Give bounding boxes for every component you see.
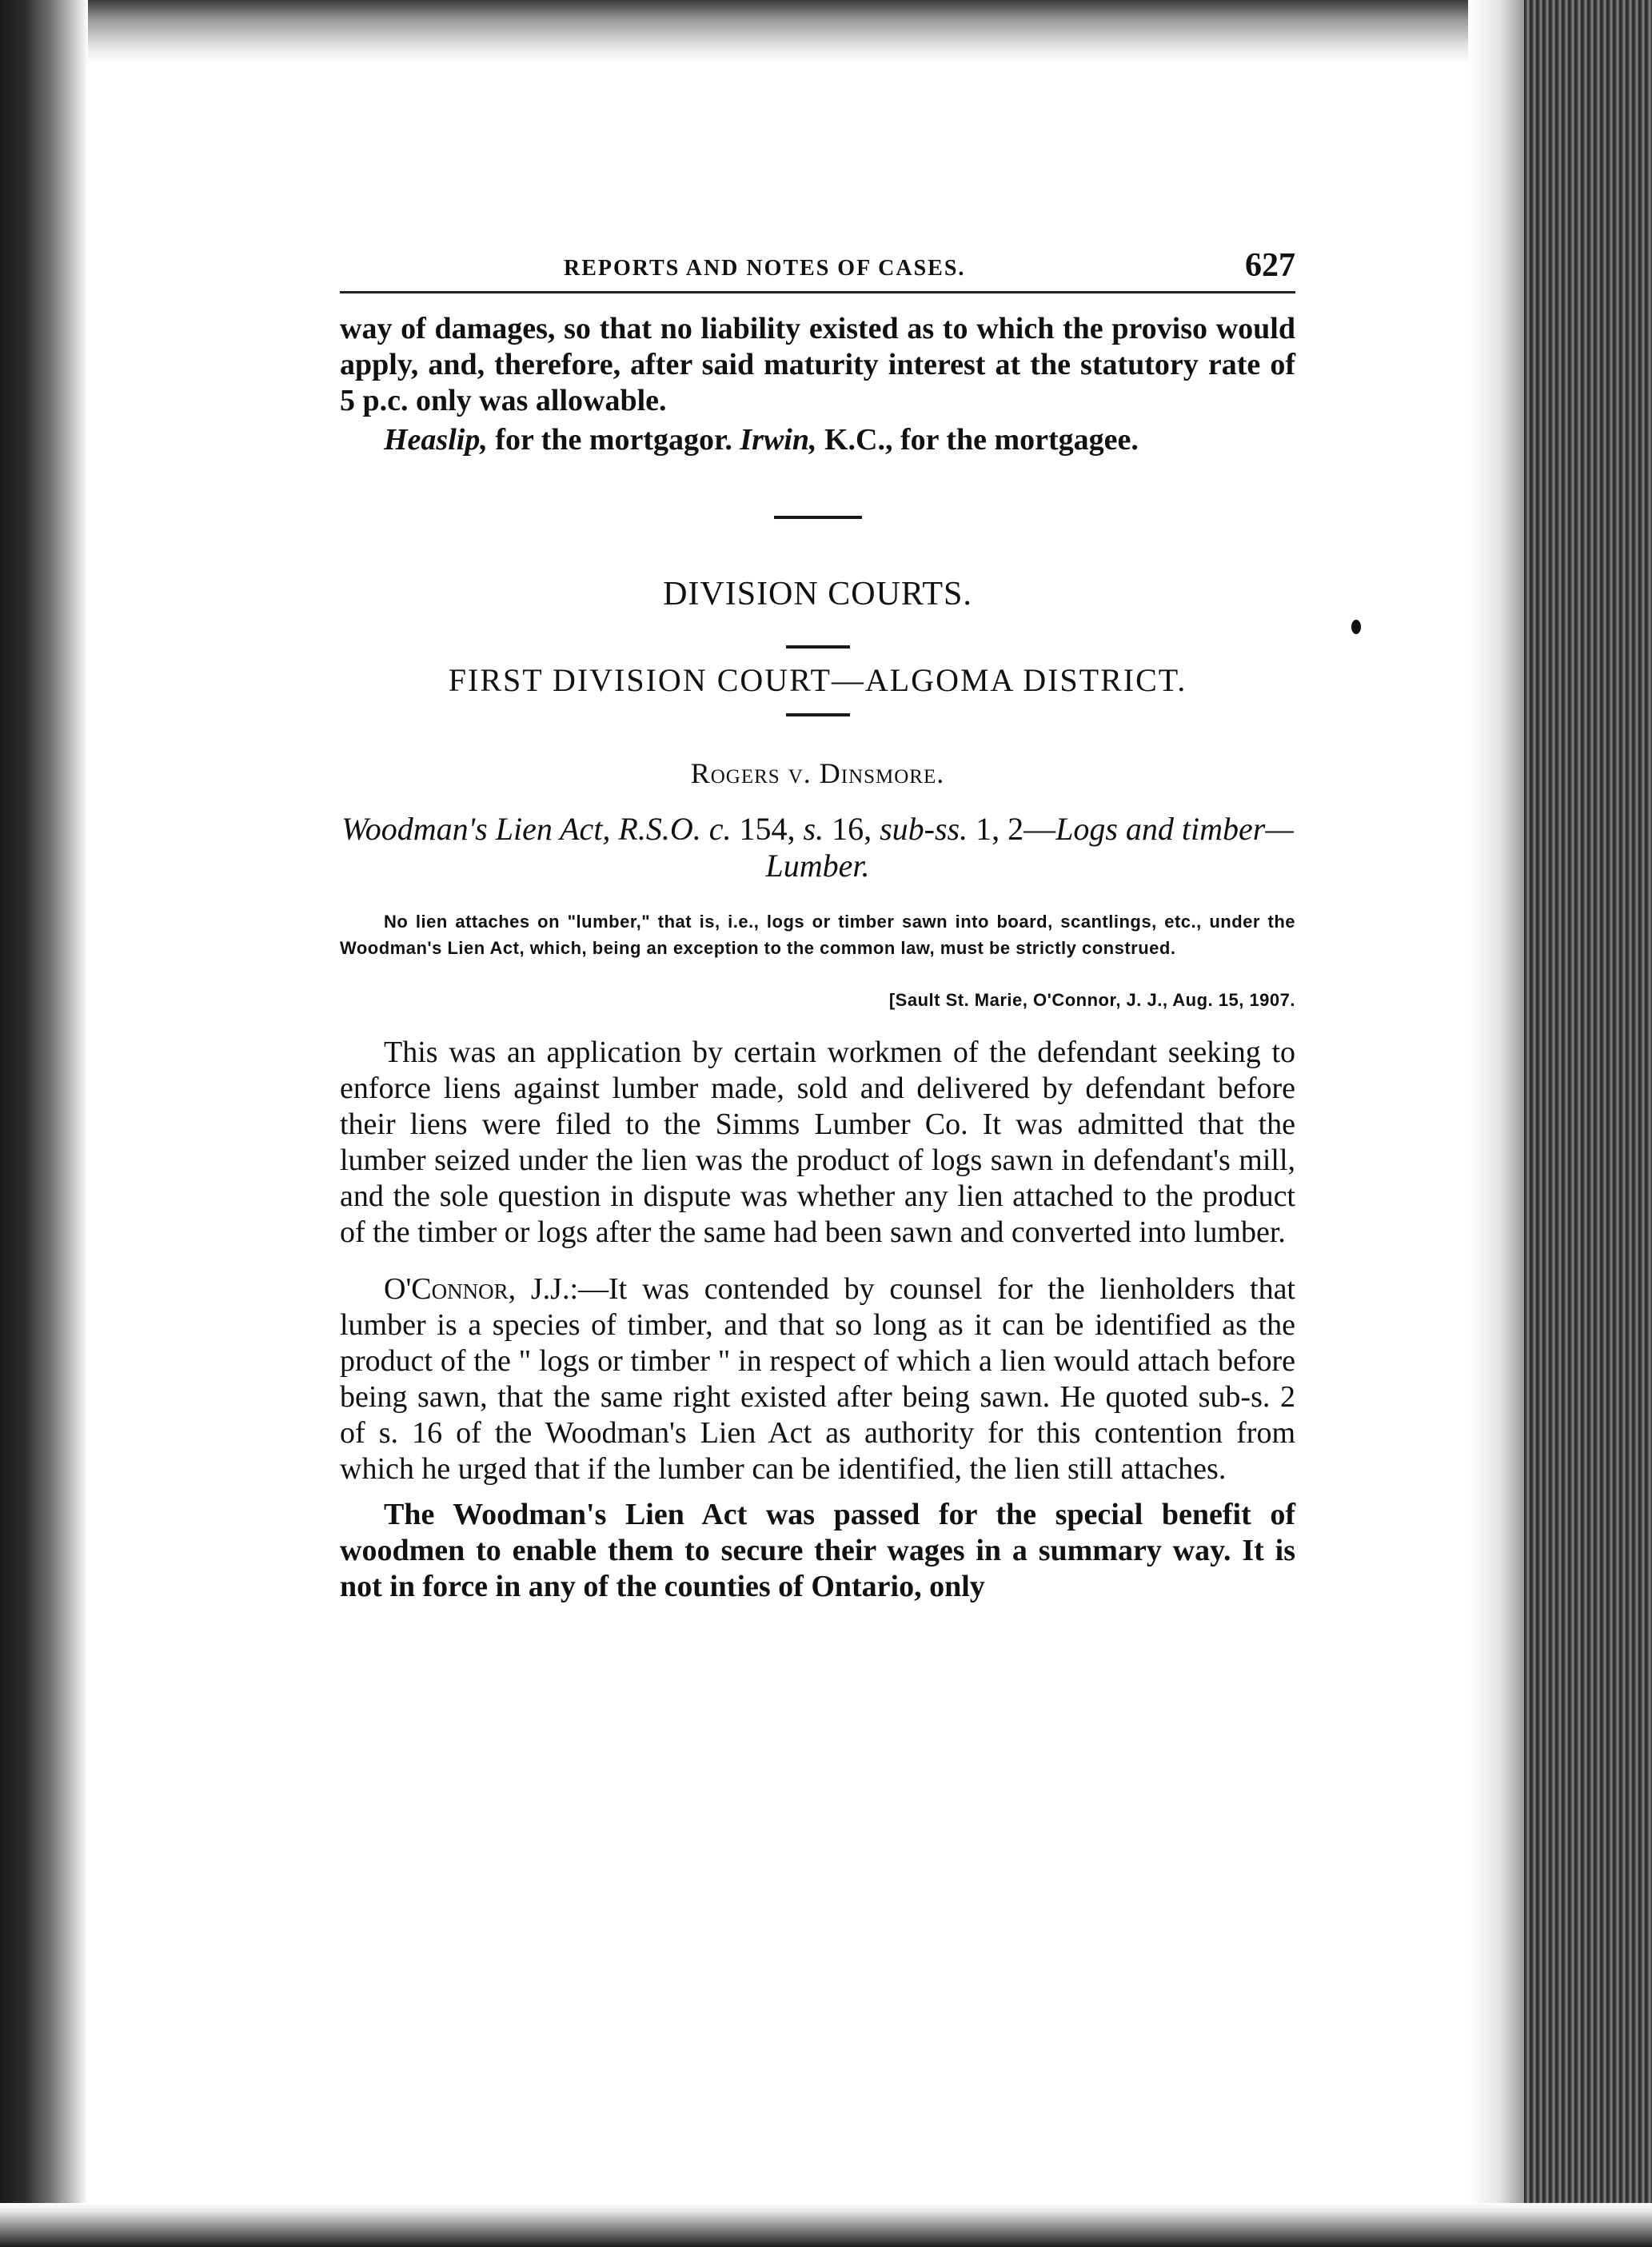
keywords-part-3: s. [803,811,824,847]
scan-bottom-edge [0,2203,1652,2247]
counsel-line [340,422,1295,458]
case-keywords [340,811,1295,884]
scan-speck [1351,620,1361,634]
case-citation: [Sault St. Marie, O'Connor, J. J., Aug. 15, 1907. [888,990,1295,1010]
headnote: No lien attaches on "lumber," that is, i.e., logs or timber sawn into board, scantlings, etc., under the Woodman's Lien Act, which, being an exception to the common law, must be strictly construed. [340,912,1295,958]
case-title: Rogers v. Dinsmore. [690,757,945,789]
page-content [340,240,1295,1605]
paragraph-judgment [340,1271,1295,1487]
judge-name: O'Connor, J.J. [384,1272,570,1306]
keywords-part-7: Logs and timber—Lumber. [765,811,1294,884]
counsel-name-1: Heaslip, [384,423,488,457]
keywords-part-1: Woodman's Lien Act, R.S.O. c. [341,811,732,847]
court-heading: FIRST DIVISION COURT—ALGOMA DISTRICT. [448,662,1187,698]
paragraph-act: The Woodman's Lien Act was passed for the special benefit of woodmen to enable them to secure their wages in a summary way. It is not in force in any of the counties of Ontario, only [340,1498,1295,1603]
counsel-name-2: Irwin, [740,423,817,457]
running-header [340,240,1295,293]
heading-divider-bottom [786,713,850,716]
scan-right-shadow [1468,0,1524,2247]
keywords-part-2: 154, [731,811,804,847]
counsel-role-2: K.C., for the mortgagee. [816,423,1139,457]
paragraph-facts: This was an application by certain workmen of the defendant seeking to enforce liens against lumber made, sold and delivered by defendant before their liens were filed to the Simms Lumber Co. It was admitted that the lumber seized under the lien was the product of logs sawn in defendant's mill, and the sole question in dispute was whether any lien attached to the product of the timber or logs after the same had been sawn and converted into lumber. [340,1036,1295,1249]
keywords-part-6: 1, 2— [968,811,1056,847]
running-title: REPORTS AND NOTES OF CASES. [564,256,966,281]
continued-paragraph: way of damages, so that no liability existed as to which the proviso would apply, and, therefore, after said maturity interest at the statutory rate of 5 p.c. only was allowable. [340,312,1295,417]
page-number: 627 [1245,247,1295,284]
section-heading: DIVISION COURTS. [663,576,972,613]
keywords-part-5: sub-ss. [880,811,968,847]
scan-right-edge [1524,0,1652,2247]
keywords-part-4: 16, [824,811,880,847]
scan-top-edge [0,0,1652,64]
scan-left-edge [0,0,88,2247]
heading-divider-top [786,645,850,649]
counsel-role-1: for the mortgagor. [487,423,740,457]
judgment-text: :—It was contended by counsel for the lienholders that lumber is a species of timber, and that so long as it can be identified as the product of the " logs or timber " in respect of which a lien would attach before being sawn, that the same right existed after being sawn. He quoted sub-s. 2 of s. 16 of the Woodman's Lien Act as authority for this contention from which he urged that if the lumber can be identified, the lien still attaches. [340,1272,1295,1486]
section-divider [774,516,862,519]
